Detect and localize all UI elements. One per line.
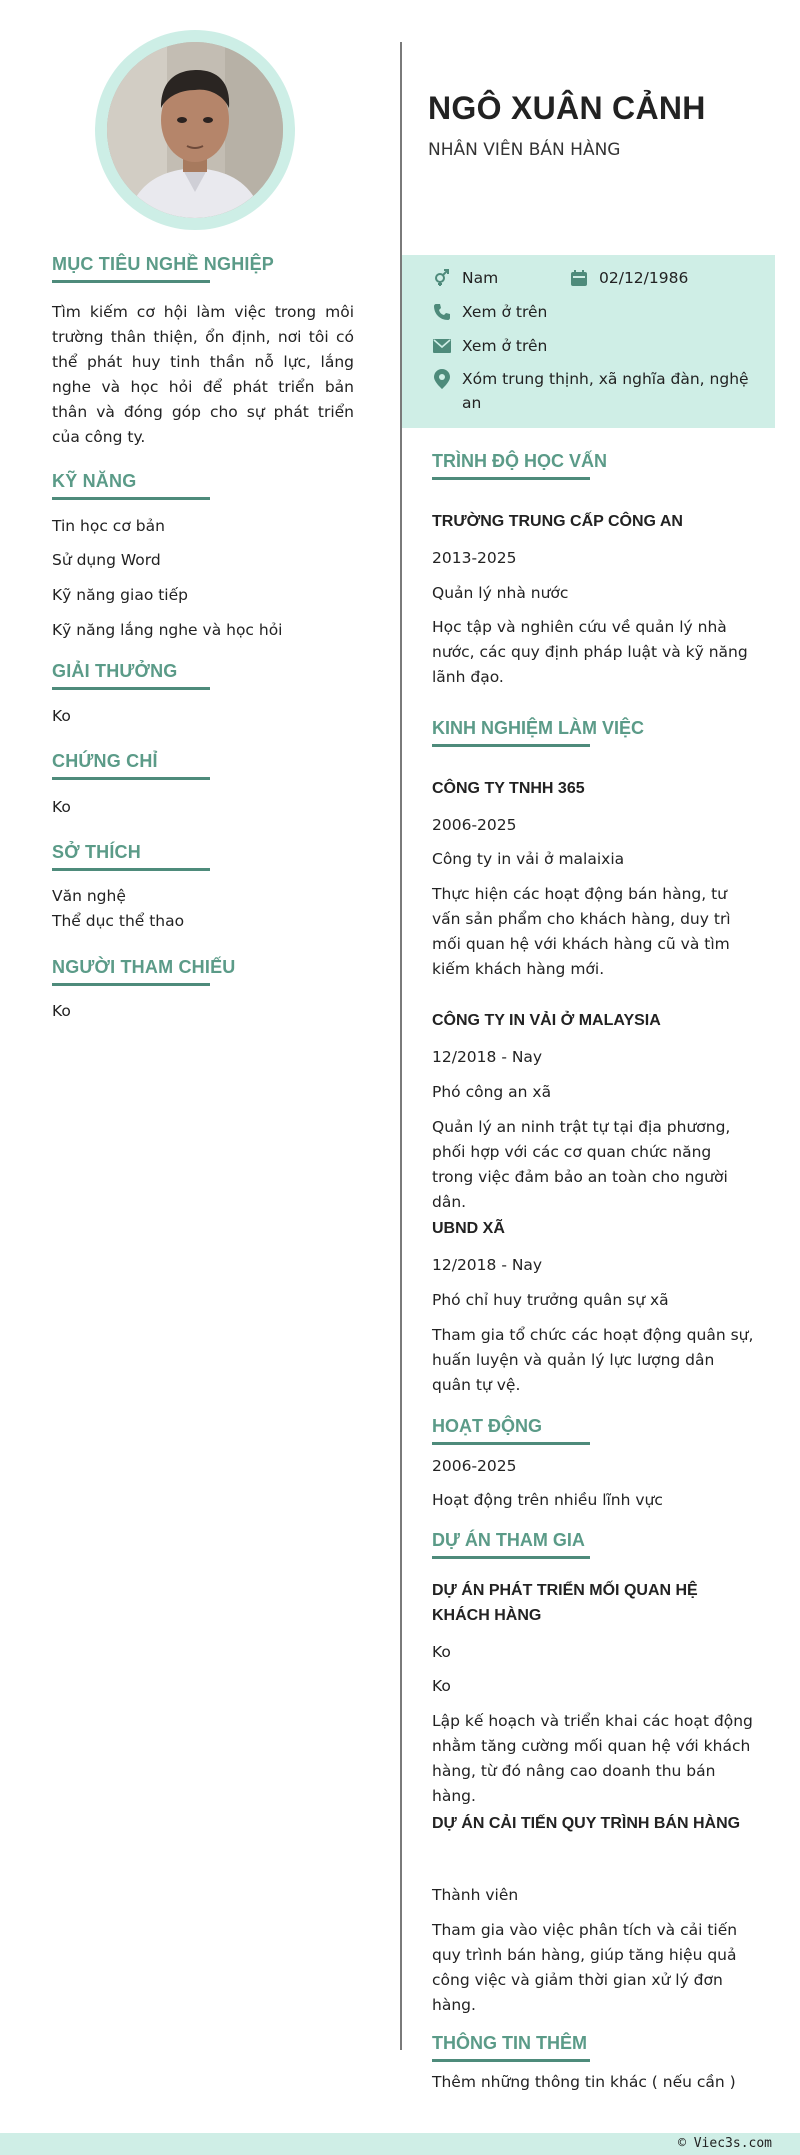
awards-text: Ko: [52, 707, 71, 725]
contact-panel: [402, 255, 775, 428]
certificates-title: CHỨNG CHỈ: [52, 751, 158, 771]
certificates-text: Ko: [52, 798, 71, 816]
project-name: DỰ ÁN CẢI TIẾN QUY TRÌNH BÁN HÀNG: [432, 1815, 741, 1832]
project-line: Ko: [432, 1677, 451, 1695]
education-major: Quản lý nhà nước: [432, 584, 569, 602]
project-name: DỰ ÁN PHÁT TRIỂN MỐI QUAN HỆ KHÁCH HÀNG: [432, 1582, 698, 1624]
hobbies-underline: [52, 868, 210, 871]
address-value: Xóm trung thịnh, xã nghĩa đàn, nghệ an: [462, 370, 749, 412]
activities-section: [432, 1416, 754, 1445]
experience-underline: [432, 744, 590, 747]
avatar: [95, 30, 295, 230]
project-role: Thành viên: [432, 1886, 519, 1904]
job-position: Công ty in vải ở malaixia: [432, 850, 625, 868]
education-period: 2013-2025: [432, 549, 517, 567]
awards-section: [52, 661, 354, 690]
objective-title: MỤC TIÊU NGHỀ NGHIỆP: [52, 254, 275, 274]
address-row: [432, 367, 752, 415]
more-info-text: Thêm những thông tin khác ( nếu cần ): [432, 2073, 736, 2091]
profile-photo: [107, 42, 283, 218]
job-description: Tham gia tổ chức các hoạt động quân sự, huấn luyện và quản lý lực lượng dân quân tự vệ.: [432, 1326, 754, 1394]
activities-period: 2006-2025: [432, 1457, 517, 1475]
skills-underline: [52, 497, 210, 500]
footer-bar: [0, 2133, 800, 2155]
objective-text: Tìm kiếm cơ hội làm việc trong môi trường thân thiện, ổn định, nơi tôi có thể phát huy tinh thần nỗ lực, lắng nghe và học hỏi để phát triển bản thân và đóng góp cho sự phát triển của công ty.: [52, 303, 354, 446]
project-line: Ko: [432, 1643, 451, 1661]
awards-title: GIẢI THƯỞNG: [52, 661, 178, 681]
projects-underline: [432, 1556, 590, 1559]
birthdate-row: [569, 266, 688, 290]
activities-title: HOẠT ĐỘNG: [432, 1416, 542, 1436]
hobby-item: Thể dục thể thao: [52, 912, 185, 930]
candidate-role: NHÂN VIÊN BÁN HÀNG: [428, 140, 621, 160]
footer-watermark: © Viec3s.com: [678, 2136, 772, 2151]
more-info-section: [432, 2033, 754, 2062]
job-company: CÔNG TY TNHH 365: [432, 780, 585, 797]
references-text: Ko: [52, 1002, 71, 1020]
certificates-section: [52, 751, 354, 780]
phone-row: [432, 300, 547, 324]
birthdate-value: 02/12/1986: [599, 269, 689, 287]
job-period: 12/2018 - Nay: [432, 1256, 543, 1274]
job-period: 12/2018 - Nay: [432, 1048, 543, 1066]
email-value: Xem ở trên: [462, 337, 548, 355]
experience-section: [432, 718, 754, 747]
candidate-name: NGÔ XUÂN CẢNH: [428, 90, 706, 126]
job-company: CÔNG TY IN VẢI Ở MALAYSIA: [432, 1012, 661, 1029]
education-underline: [432, 477, 590, 480]
gender-icon: [432, 266, 452, 290]
objective-underline: [52, 280, 210, 283]
references-underline: [52, 983, 210, 986]
map-pin-icon: [432, 367, 452, 391]
job-position: Phó công an xã: [432, 1083, 552, 1101]
phone-value: Xem ở trên: [462, 303, 548, 321]
objective-section: [52, 254, 354, 283]
projects-section: [432, 1530, 754, 1559]
phone-icon: [432, 300, 452, 324]
person-photo-illustration: [107, 42, 283, 218]
education-title: TRÌNH ĐỘ HỌC VẤN: [432, 451, 607, 471]
job-description: Quản lý an ninh trật tự tại địa phương, phối hợp với các cơ quan chức năng trong việc đảm bảo an toàn cho người dân.: [432, 1118, 731, 1211]
project-description: Tham gia vào việc phân tích và cải tiến quy trình bán hàng, giúp tăng hiệu quả công việc và giảm thời gian xử lý đơn hàng.: [432, 1921, 738, 2014]
projects-title: DỰ ÁN THAM GIA: [432, 1530, 585, 1550]
activities-text: Hoạt động trên nhiều lĩnh vực: [432, 1491, 663, 1509]
education-section: [432, 451, 754, 480]
skills-title: KỸ NĂNG: [52, 471, 137, 491]
job-description: Thực hiện các hoạt động bán hàng, tư vấn sản phẩm cho khách hàng, duy trì mối quan hệ với khách hàng cũ và tìm kiếm khách hàng mới.: [432, 885, 731, 978]
gender-value: Nam: [462, 269, 499, 287]
certificates-underline: [52, 777, 210, 780]
experience-title: KINH NGHIỆM LÀM VIỆC: [432, 718, 645, 738]
references-section: [52, 957, 354, 986]
email-row: [432, 334, 547, 358]
skills-section: [52, 471, 354, 500]
school-name: TRƯỜNG TRUNG CẤP CÔNG AN: [432, 513, 683, 530]
skill-item: Tin học cơ bản: [52, 517, 165, 535]
more-info-title: THÔNG TIN THÊM: [432, 2033, 587, 2053]
gender-row: [432, 266, 498, 290]
envelope-icon: [432, 334, 452, 358]
hobbies-title: SỞ THÍCH: [52, 842, 141, 862]
hobbies-section: [52, 842, 354, 871]
job-company: UBND XÃ: [432, 1220, 505, 1237]
activities-underline: [432, 1442, 590, 1445]
calendar-icon: [569, 266, 589, 290]
more-info-underline: [432, 2059, 590, 2062]
job-position: Phó chỉ huy trưởng quân sự xã: [432, 1291, 669, 1309]
skill-item: Kỹ năng lắng nghe và học hỏi: [52, 621, 283, 639]
references-title: NGƯỜI THAM CHIẾU: [52, 957, 236, 977]
education-description: Học tập và nghiên cứu về quản lý nhà nước, các quy định pháp luật và kỹ năng lãnh đạo.: [432, 618, 748, 686]
skill-item: Sử dụng Word: [52, 551, 161, 569]
hobby-item: Văn nghệ: [52, 887, 126, 905]
job-period: 2006-2025: [432, 816, 517, 834]
skill-item: Kỹ năng giao tiếp: [52, 586, 188, 604]
awards-underline: [52, 687, 210, 690]
project-description: Lập kế hoạch và triển khai các hoạt động nhằm tăng cường mối quan hệ với khách hàng, từ đó nâng cao doanh thu bán hàng.: [432, 1712, 753, 1805]
